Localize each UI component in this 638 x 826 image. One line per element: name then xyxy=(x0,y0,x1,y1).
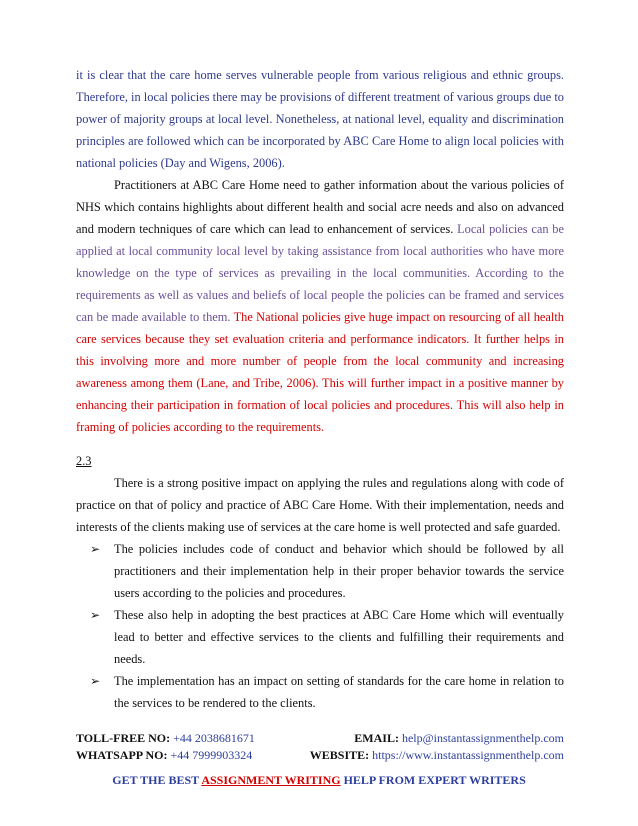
tollfree-number[interactable]: TOLL-FREE NO: +44 2038681671 xyxy=(76,731,255,745)
email-link[interactable]: EMAIL: help@instantassignmenthelp.com xyxy=(354,731,564,745)
paragraph-3: There is a strong positive impact on applying the rules and regulations along with code of practice on that of policy and practice of ABC Care Home. With their implementation, needs and interests of the clients making use of services at the care home is well protected and safe guarded. xyxy=(76,476,564,534)
paragraph-2-text: Practitioners at ABC Care Home need to gather information about the various policies of NHS which contains highlights about different health and social acre needs and also on advanced and modern techniques of care which can lead to enhancement of services. xyxy=(76,178,564,236)
paragraph-1: it is clear that the care home serves vulnerable people from various religious and ethnic groups. Therefore, in local policies there may be provisions of different treatment of various groups due to power of majority groups at local level. Nonetheless, at national level, equality and discrimination principles are followed which can be incorporated by ABC Care Home to align local policies with national policies (Day and Wigens, 2006). xyxy=(76,68,564,170)
paragraph-2 xyxy=(76,174,564,438)
list-item xyxy=(76,538,564,604)
paragraph-2-highlight-red: The National policies give huge impact on resourcing of all health care services because they set evaluation criteria and performance indicators. It further helps in this involving more and more number of people from the local community and increasing awareness among them (Lane, and Tribe, 2006). This will further impact in a positive manner by enhancing their participation in formation of local policies and procedures. This will also help in framing of policies according to the requirements. xyxy=(76,310,565,434)
list-item xyxy=(76,670,564,714)
list-item xyxy=(76,604,564,670)
list-item-text: The implementation has an impact on setting of standards for the care home in relation to the services to be rendered to the clients. xyxy=(114,674,564,710)
arrow-bullet-icon: ➢ xyxy=(90,542,101,556)
arrow-bullet-icon: ➢ xyxy=(90,674,101,688)
list-item-text: These also help in adopting the best practices at ABC Care Home which will eventually lead to better and effective services to the clients and fulfilling their requirements and needs. xyxy=(114,608,564,666)
whatsapp-number[interactable]: WHATSAPP NO: +44 7999903324 xyxy=(76,748,253,762)
assignment-writing-link[interactable]: ASSIGNMENT WRITING xyxy=(201,773,341,787)
document-page xyxy=(76,64,564,714)
list-item-text: The policies includes code of conduct and behavior which should be followed by all practitioners and their implementation help in their proper behavior towards the service users according to the policies and procedures. xyxy=(114,542,564,600)
footer-banner: GET THE BEST ASSIGNMENT WRITING HELP FROM EXPERT WRITERS xyxy=(112,773,526,787)
section-heading: 2.3 xyxy=(76,454,92,468)
arrow-bullet-icon: ➢ xyxy=(90,608,101,622)
website-link[interactable]: WEBSITE: https://www.instantassignmenthelp.com xyxy=(309,748,564,762)
paragraph-2-highlight-purple: Local policies can be applied at local community local level by taking assistance from local authorities who have more knowledge on the type of services as prevailing in the local communities. According to the requirements as well as values and beliefs of local people the policies can be framed and services can be made available to them. xyxy=(76,222,564,324)
bullet-list xyxy=(76,538,564,714)
